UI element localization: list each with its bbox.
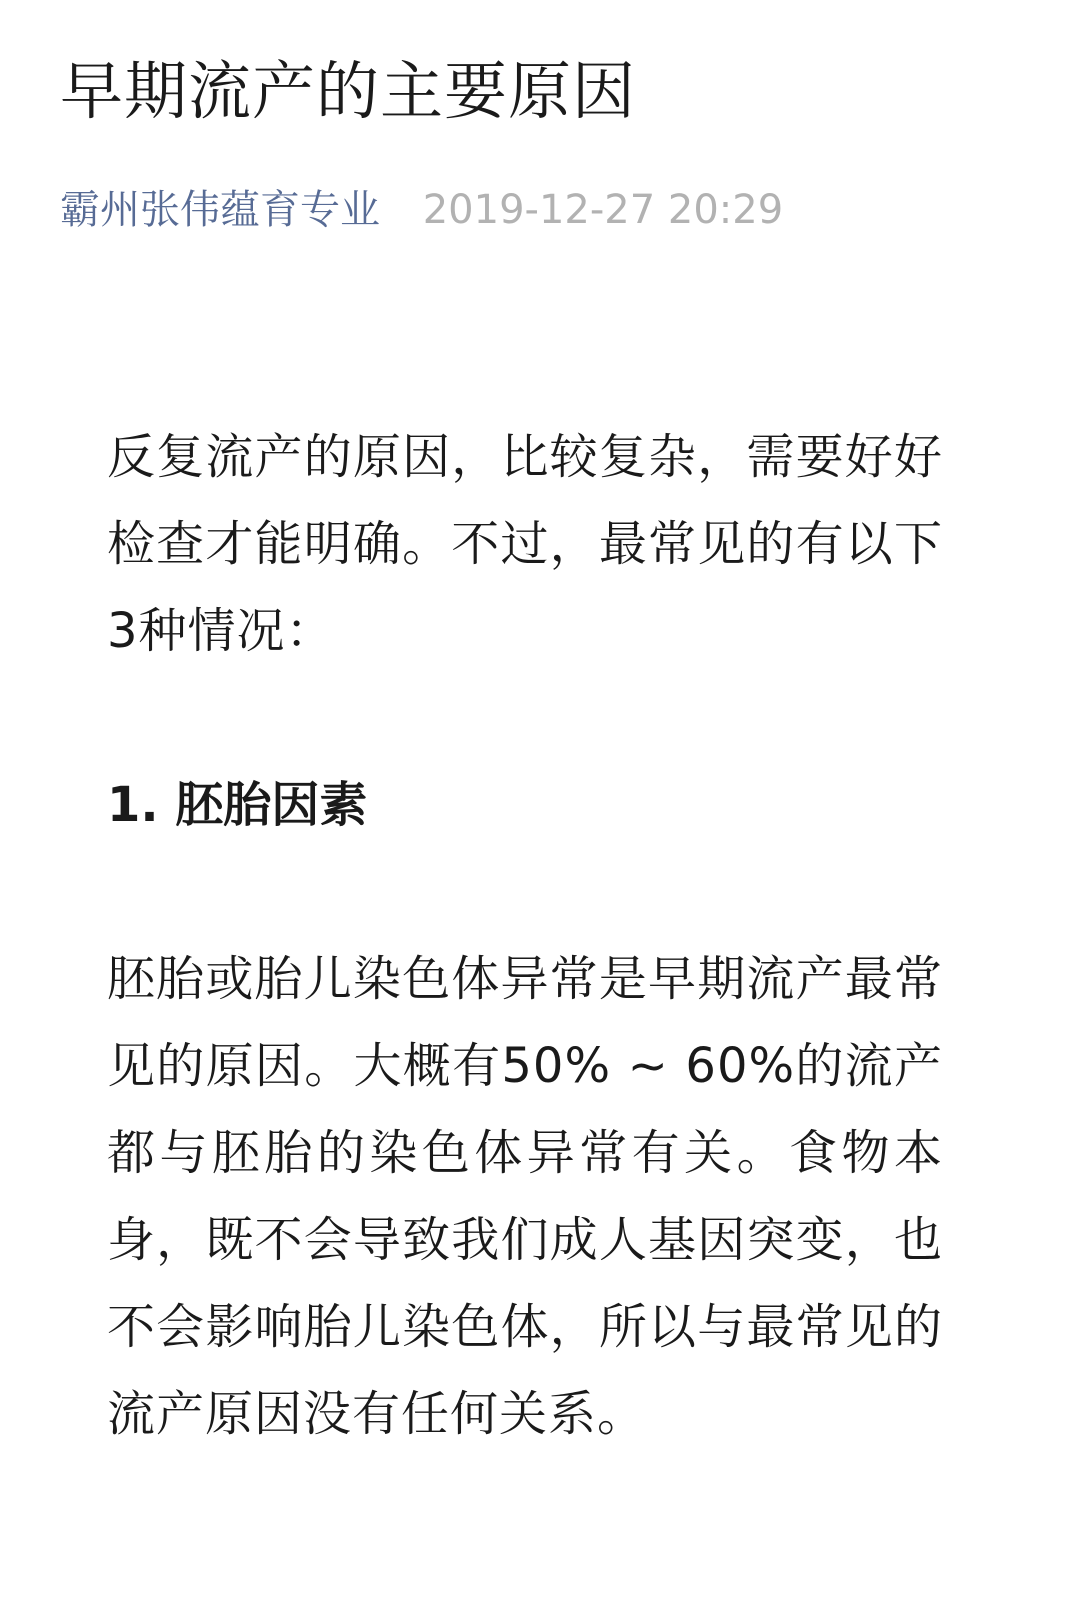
author-link[interactable]: 霸州张伟蕴育专业 [60, 187, 380, 233]
intro-paragraph: 反复流产的原因，比较复杂，需要好好检查才能明确。不过，最常见的有以下3种情况： [107, 429, 943, 659]
section-heading: 1. 胚胎因素 [107, 777, 368, 833]
paragraph-spacer [107, 849, 943, 936]
paragraph-spacer [107, 675, 943, 762]
publish-date: 2019-12-27 20:29 [422, 187, 784, 233]
section-paragraph: 胚胎或胎儿染色体异常是早期流产最常见的原因。大概有50% ~ 60%的流产都与胚胎的染色体异常有关。食物本身，既不会导致我们成人基因突变，也不会影响胎儿染色体，所以与最常见的流产原因没有任何关系。 [107, 951, 943, 1442]
article-title: 早期流产的主要原因 [60, 55, 636, 128]
article-body [107, 414, 943, 1458]
article-meta [60, 186, 783, 234]
